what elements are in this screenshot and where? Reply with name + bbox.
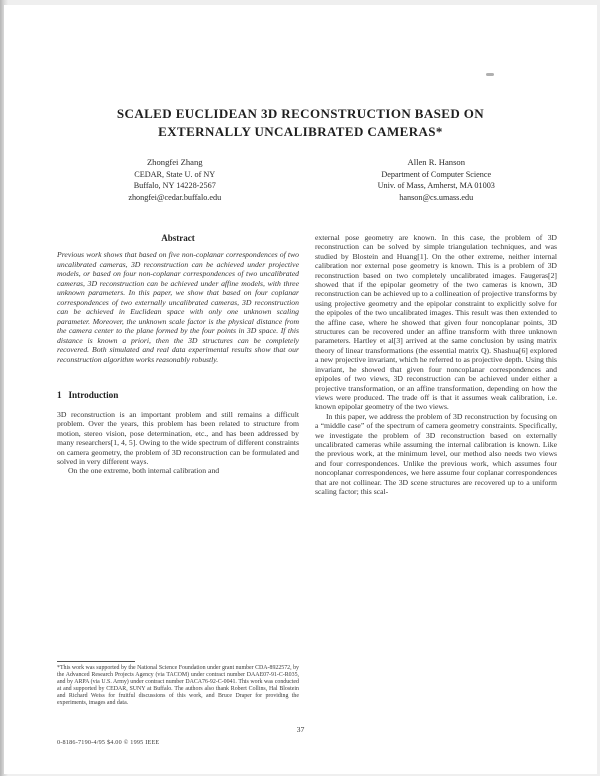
section-heading-introduction: 1 Introduction <box>57 390 119 400</box>
author-name: Zhongfei Zhang <box>146 157 203 167</box>
author-email: zhongfei@cedar.buffalo.edu <box>128 192 222 202</box>
page-number: 37 <box>296 725 305 734</box>
copyright-line: 0-8186-7190-4/95 $4.00 © 1995 IEEE <box>57 739 160 746</box>
author-affiliation: Department of Computer Science <box>381 169 492 179</box>
author-block-zhang <box>44 157 306 203</box>
author-block-hanson <box>306 157 568 203</box>
footnote-block <box>57 661 299 707</box>
author-email: hanson@cs.umass.edu <box>399 192 474 202</box>
title-line-2: EXTERNALLY UNCALIBRATED CAMERAS* <box>158 124 443 139</box>
two-column-body <box>57 233 557 707</box>
right-paragraph-2: In this paper, we address the problem of 3D reconstruction by focusing on a “middle case” of the spectrum of camera geometry constraints. Specifically, we investigate the problem of 3D reconstruction based on externally uncalibrated cameras while assuming the internal calibration is known. Like the previous work, at the minimum level, our method also needs two views and four correspondences. Unlike the previous work, which assumes four noncoplanar correspondences, we here assume four coplanar correspondences that are not collinear. The 3D scene structures are recovered up to a uniform scaling factor; this scal- <box>315 411 557 496</box>
author-name: Allen R. Hanson <box>407 157 466 167</box>
scan-artifact <box>486 73 494 76</box>
title-line-1: SCALED EUCLIDEAN 3D RECONSTRUCTION BASED ON <box>116 106 485 121</box>
author-address: Univ. of Mass, Amherst, MA 01003 <box>377 181 495 190</box>
right-paragraph-1: external pose geometry are known. In this case, the problem of 3D reconstruction can be solved by simple triangulation techniques, and was studied by Blostein and Huang[1]. On the other extreme, neither internal calibration nor external pose geometry is known. This is a problem of 3D reconstruction based on two completely uncalibrated images. Faugeras[2] showed that if the epipolar geometry of the two cameras is known, 3D reconstruction can be achieved up to a collineation of projective transforms by using projective geometry and the epipolar constraint to explicitly solve for the epipoles of the two uncalibrated images. This result was then extended to the affine case, where he showed that given four noncoplanar points, 3D structures can be recovered under an affine transform with three unknown parameters. Hartley et al[3] arrived at the same conclusion by using matrix theory of linear transformations (the essential matrix Q). Shashua[6] explored a new projective invariant, which he referred to as projective depth. Using this invariant, he showed that given four noncoplanar correspondences and epipoles of two views, 3D reconstruction can be achieved under either a projective transformation, or an affine transformation, depending on how the views were produced. The trade off is that it assumes weak calibration, i.e. known epipolar geometry of the two views. <box>315 233 557 412</box>
introduction-paragraph-1: 3D reconstruction is an important problem and still remains a difficult problem. Over the years, this problem has been related to structure from motion, stereo vision, pose determination, etc., and has been addressed by many researchers[1, 4, 5]. Owing to the wide spectrum of different constraints on camera geometry, the problem of 3D reconstruction can be formulated and solved in very different ways. <box>57 410 299 467</box>
abstract-heading: Abstract <box>161 233 195 243</box>
abstract-text: Previous work shows that based on five non-coplanar correspondences of two uncalibrated cameras, 3D reconstruction can be achieved under projective models, or based on four non-coplanar correspondences of two uncalibrated cameras, 3D reconstruction can be achieved under affine models, with three unknown parameters. In this paper, we show that based on four coplanar correspondences of two externally uncalibrated cameras, 3D reconstruction can be achieved in Euclidean space with only one unknown scaling parameter. Moreover, the unknown scale factor is the physical distance from the camera center to the plane formed by the four points in 3D space. If this distance is known a priori, then the 3D structures can be completely recovered. Both simulated and real data experimental results show that our reconstruction algorithm works reasonably robustly. <box>57 250 299 364</box>
author-affiliation: CEDAR, State U. of NY <box>134 169 216 179</box>
introduction-paragraph-2: On the one extreme, both internal calibration and <box>68 466 220 476</box>
left-column <box>57 233 299 707</box>
author-address: Buffalo, NY 14228-2567 <box>133 181 216 190</box>
right-column <box>315 233 557 707</box>
footnote-text: *This work was supported by the National Science Foundation under grant number CDA-8922572, by the Advanced Research Projects Agency (via TACOM) under contract number DAAE07-91-C-R035, and by ARPA (via U.S. Army) under contract number DACA76-92-C-0041. This work was conducted at and supported by CEDAR, SUNY at Buffalo. The authors also thank Robert Collins, Hal Blostein and Richard Weiss for fruitful discussions of this work, and Bruce Draper for providing the experiments, images and data. <box>57 665 299 706</box>
paper-title <box>4 105 597 141</box>
author-blocks <box>44 157 567 203</box>
footnote-rule <box>57 661 135 662</box>
paper-page <box>4 5 597 774</box>
